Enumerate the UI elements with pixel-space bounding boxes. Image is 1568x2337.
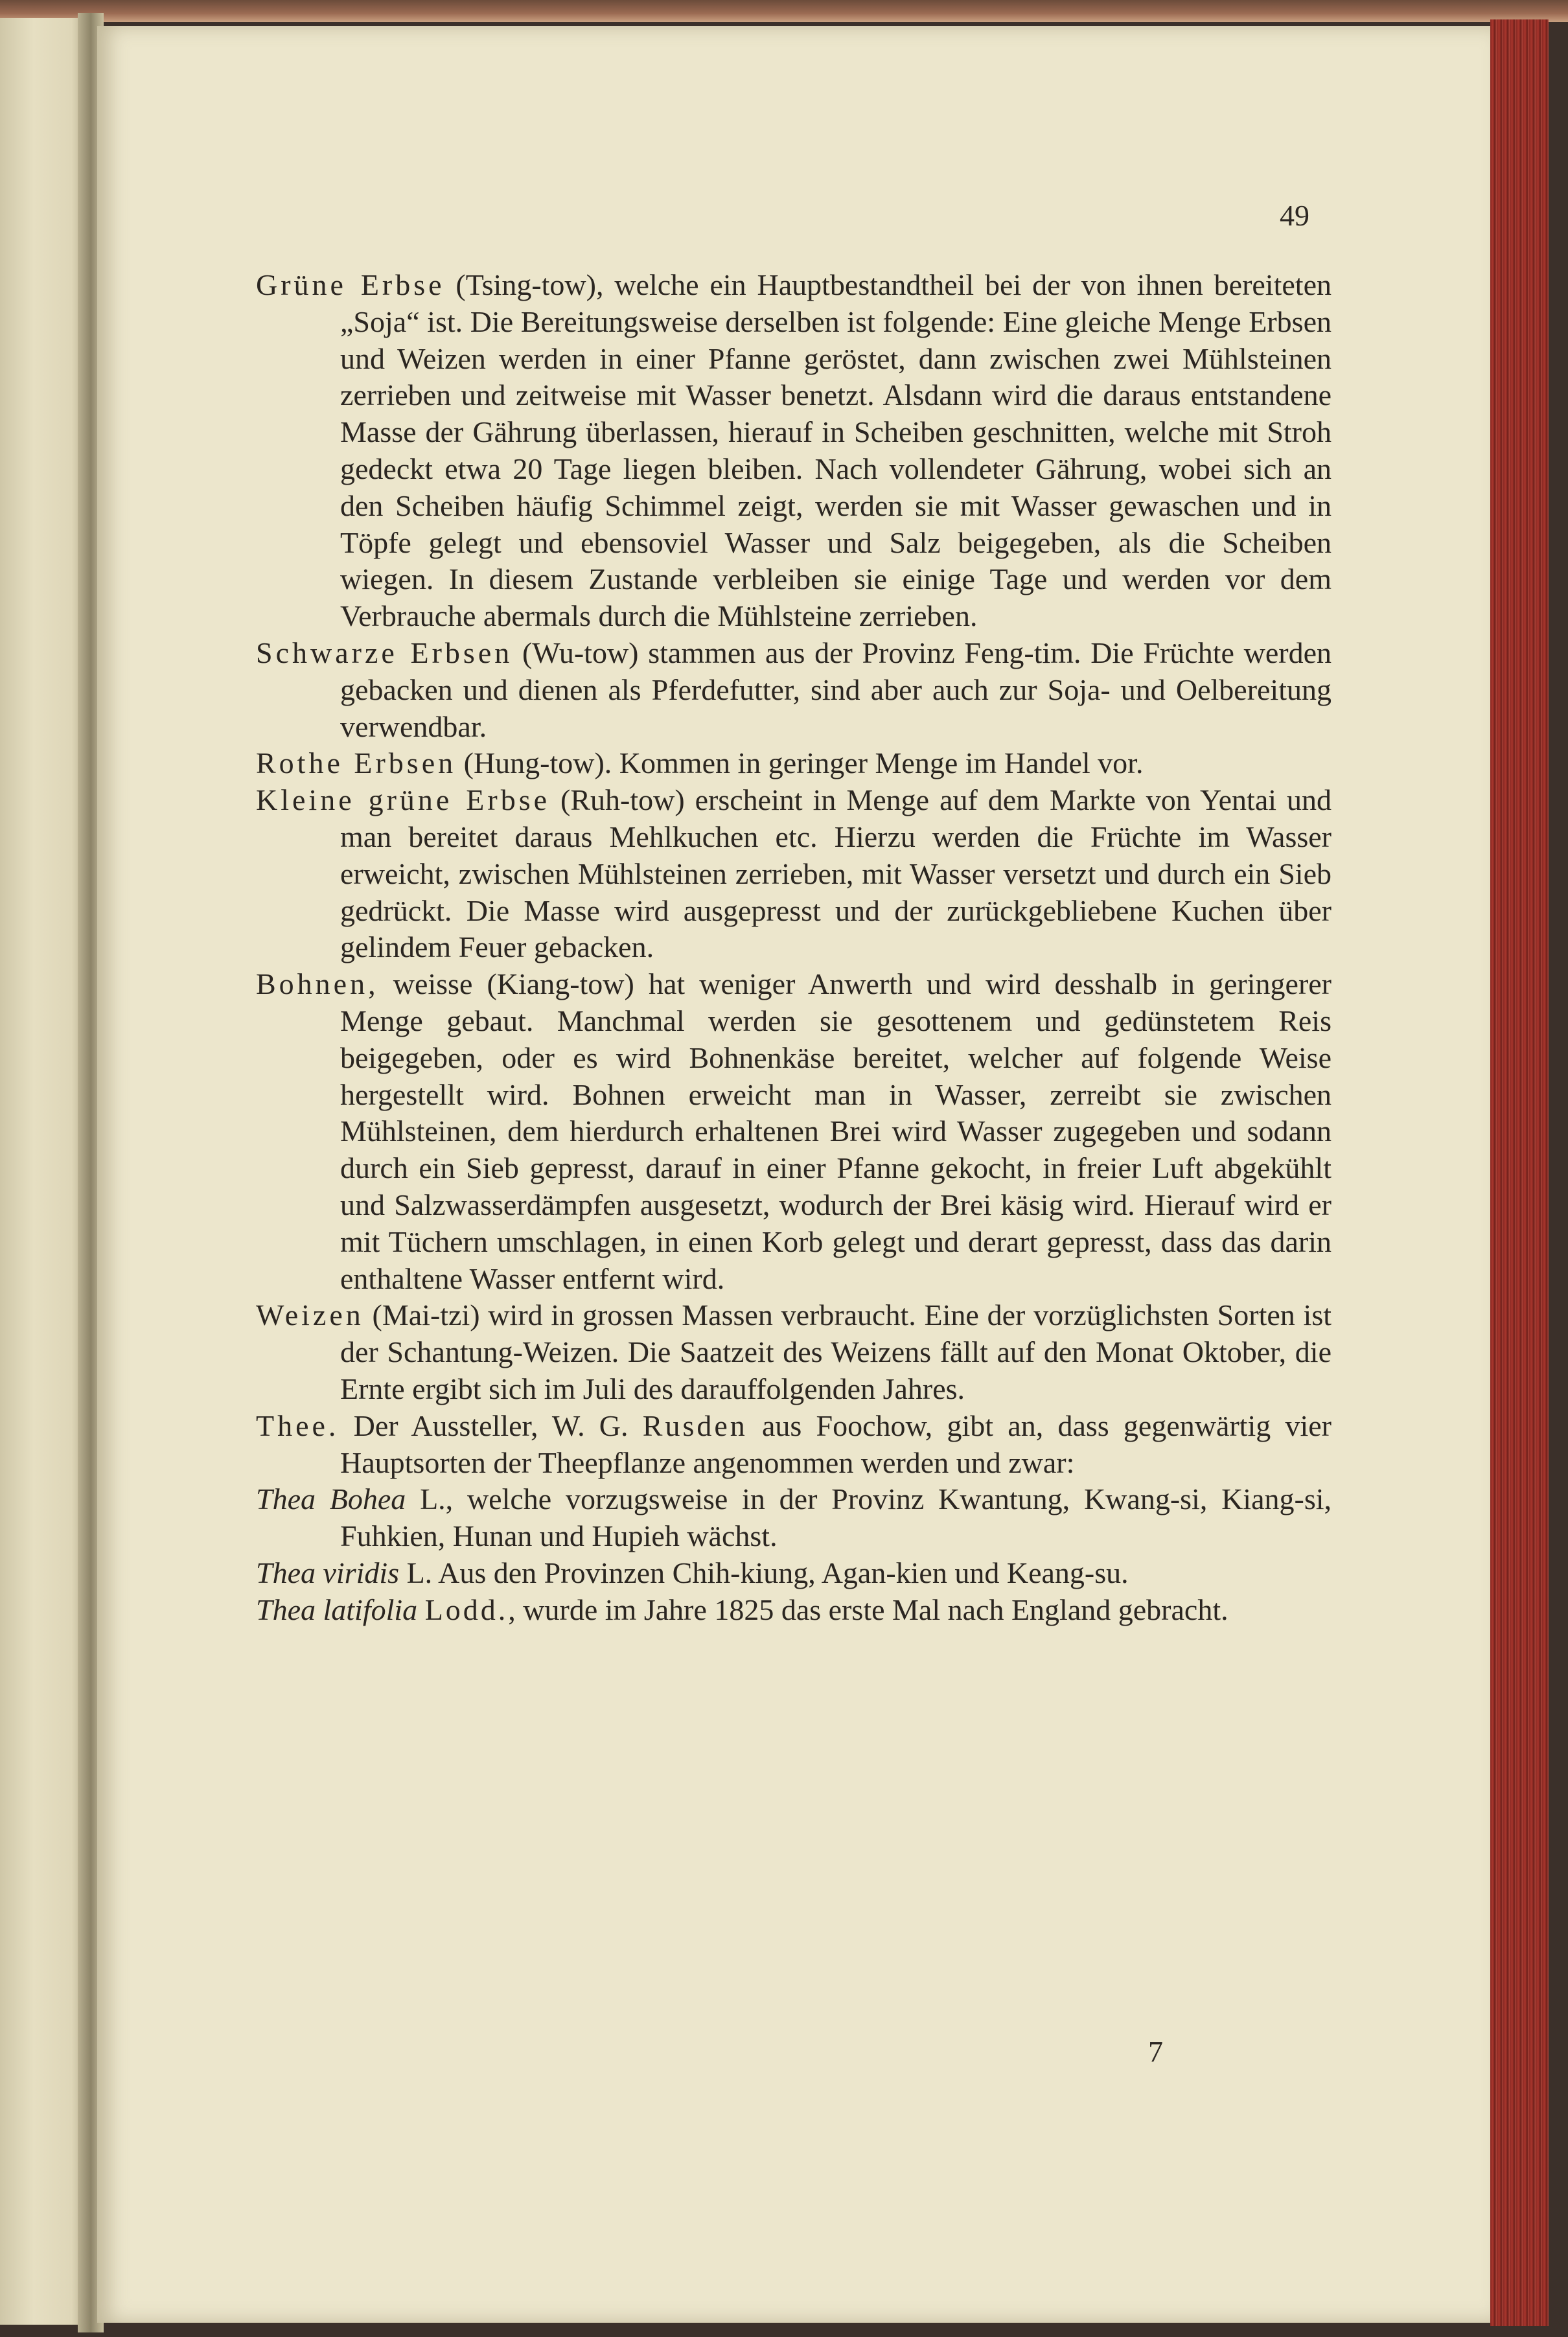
signature-mark: 7 bbox=[1148, 2035, 1163, 2068]
top-binding-strip bbox=[0, 0, 1568, 22]
entry-term: Weizen bbox=[256, 1298, 364, 1332]
entry-text: (Hung-tow). Kommen in geringer Menge im Handel vor. bbox=[456, 746, 1144, 780]
entry-term: Kleine grüne Erbse bbox=[256, 783, 551, 817]
entry-text: aus Foochow, gibt an, dass gegenwärtig vier Hauptsorten der Theepflanze angenommen werden und zwar: bbox=[340, 1409, 1332, 1479]
page-number: 49 bbox=[1280, 199, 1309, 232]
entry-text: (Tsing-tow), welche ein Hauptbestandtheil bei der von ihnen bereiteten „Soja“ ist. Die Bereitungsweise derselben ist folgende: Eine gleiche Menge Erbsen und Weizen werden in einer Pfanne geröstet, dann zwischen zwei Mühlsteinen zerrieben und zeitweise mit Wasser benetzt. Alsdann wird die daraus entstandene Masse der Gährung überlassen, hierauf in Scheiben geschnitten, welche mit Stroh gedeckt etwa 20 Tage liegen bleiben. Nach vollendeter Gährung, wobei sich an den Scheiben häufig Schimmel zeigt, werden sie mit Wasser gewaschen und in Töpfe gelegt und ebensoviel Wasser und Salz beigegeben, als die Scheiben wiegen. In diesem Zustande verbleiben sie einige Tage und werden vor dem Verbrauche abermals durch die Mühlsteine zerrieben. bbox=[340, 268, 1332, 633]
entry-text: (Ruh-tow) erscheint in Menge auf dem Markte von Yentai und man bereitet daraus Mehlkuchen etc. Hierzu werden die Früchte im Wasser erweicht, zwischen Mühlsteinen zerrieben, mit Wasser versetzt und durch ein Sieb gedrückt. Die Masse wird ausgepresst und der zurückgebliebene Kuchen über gelindem Feuer gebacken. bbox=[340, 783, 1332, 964]
exhibitor-name: Rusden bbox=[642, 1409, 748, 1442]
entry-term: Grüne Erbse bbox=[256, 268, 445, 301]
entry-gruene-erbse bbox=[256, 267, 1332, 635]
entry-term: Rothe Erbsen bbox=[256, 746, 457, 780]
entry-thea-latifolia bbox=[256, 1592, 1332, 1629]
entry-text: L., welche vorzugsweise in der Provinz Kwantung, Kwang-si, Kiang-si, Fuhkien, Hunan und Hupieh wächst. bbox=[340, 1482, 1332, 1553]
entry-bohnen bbox=[256, 966, 1332, 1297]
species-author: Lodd. bbox=[424, 1593, 509, 1626]
entry-rothe-erbsen bbox=[256, 745, 1332, 782]
species-name: Thea viridis bbox=[256, 1556, 400, 1589]
entry-term: Bohnen, bbox=[256, 967, 379, 1001]
page-body bbox=[256, 267, 1332, 1628]
entry-weizen bbox=[256, 1297, 1332, 1407]
species-name: Thea Bohea bbox=[256, 1482, 406, 1516]
entry-text: weisse (Kiang-tow) hat weniger Anwerth und wird desshalb in geringerer Menge gebaut. Manchmal werden sie gesottenem und gedünstetem Reis beigegeben, oder es wird Bohnenkäse bereitet, welcher auf folgende Weise hergestellt wird. Bohnen erweicht man in Wasser, zerreibt sie zwischen Mühlsteinen, dem hierdurch erhaltenen Brei wird Wasser zugegeben und sodann durch ein Sieb gepresst, darauf in einer Pfanne gekocht, in freier Luft abgekühlt und Salzwasserdämpfen ausgesetzt, wodurch der Brei käsig wird. Hierauf wird er mit Tüchern umschlagen, in einen Korb gelegt und derart gepresst, dass das darin enthaltene Wasser entfernt wird. bbox=[340, 967, 1332, 1295]
entry-text: L. Aus den Provinzen Chih-kiung, Agan-kien und Keang-su. bbox=[399, 1556, 1129, 1589]
entry-term: Thee. bbox=[256, 1409, 340, 1442]
entry-schwarze-erbsen bbox=[256, 635, 1332, 745]
entry-thee bbox=[256, 1408, 1332, 1482]
entry-thea-viridis bbox=[256, 1555, 1332, 1592]
entry-thea-bohea bbox=[256, 1481, 1332, 1555]
entry-kleine-gruene-erbse bbox=[256, 782, 1332, 966]
entry-text: , wurde im Jahre 1825 das erste Mal nach England gebracht. bbox=[508, 1593, 1228, 1626]
entry-text: (Mai-tzi) wird in grossen Massen verbraucht. Eine der vorzüglichsten Sorten ist der Schantung-Weizen. Die Saatzeit des Weizens fällt auf den Monat Oktober, die Ernte ergibt sich im Juli des darauffolgenden Jahres. bbox=[340, 1298, 1332, 1405]
red-page-edges bbox=[1490, 19, 1549, 2326]
entry-text: (Wu-tow) stammen aus der Provinz Feng-tim. Die Früchte werden gebacken und dienen als Pferdefutter, sind aber auch zur Soja- und Oelbereitung verwendbar. bbox=[340, 636, 1332, 743]
species-name: Thea latifolia bbox=[256, 1593, 418, 1626]
entry-term: Schwarze Erbsen bbox=[256, 636, 513, 669]
left-page-edge bbox=[0, 18, 84, 2325]
entry-text-before: Der Aussteller, W. G. bbox=[339, 1409, 643, 1442]
